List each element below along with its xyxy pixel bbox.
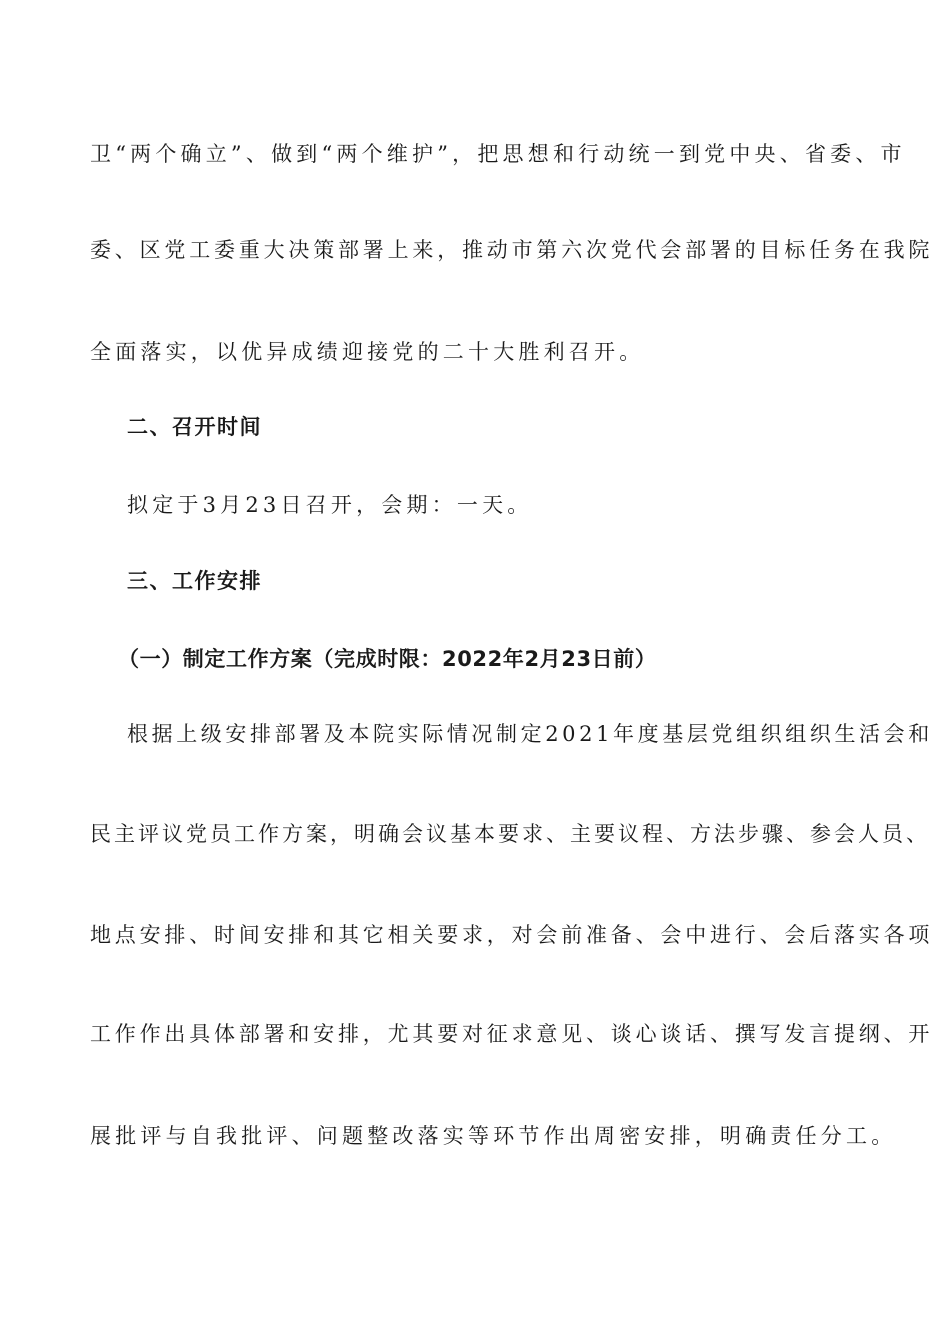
paragraph-line: 全面落实，以优异成绩迎接党的二十大胜利召开。	[90, 340, 645, 364]
paragraph-line: 地点安排、时间安排和其它相关要求，对会前准备、会中进行、会后落实各项	[90, 923, 934, 947]
paragraph-line: 民主评议党员工作方案，明确会议基本要求、主要议程、方法步骤、参会人员、	[90, 822, 930, 846]
paragraph-line: 工作作出具体部署和安排，尤其要对征求意见、谈心谈话、撰写发言提纲、开	[90, 1022, 934, 1046]
paragraph-line: 委、区党工委重大决策部署上来，推动市第六次党代会部署的目标任务在我院	[90, 238, 934, 262]
section-heading-work-arrangement: 三、工作安排	[127, 569, 262, 593]
paragraph-line: 展批评与自我批评、问题整改落实等环节作出周密安排，明确责任分工。	[90, 1124, 897, 1148]
subsection-heading-work-plan: （一）制定工作方案（完成时限：2022年2月23日前）	[118, 647, 657, 671]
paragraph-line: 卫“两个确立”、做到“两个维护”，把思想和行动统一到党中央、省委、市	[90, 142, 906, 166]
meeting-time-text: 拟定于3月23日召开，会期：一天。	[127, 493, 533, 517]
section-heading-meeting-time: 二、召开时间	[127, 415, 262, 439]
paragraph-line: 根据上级安排部署及本院实际情况制定2021年度基层党组织组织生活会和	[127, 722, 933, 746]
